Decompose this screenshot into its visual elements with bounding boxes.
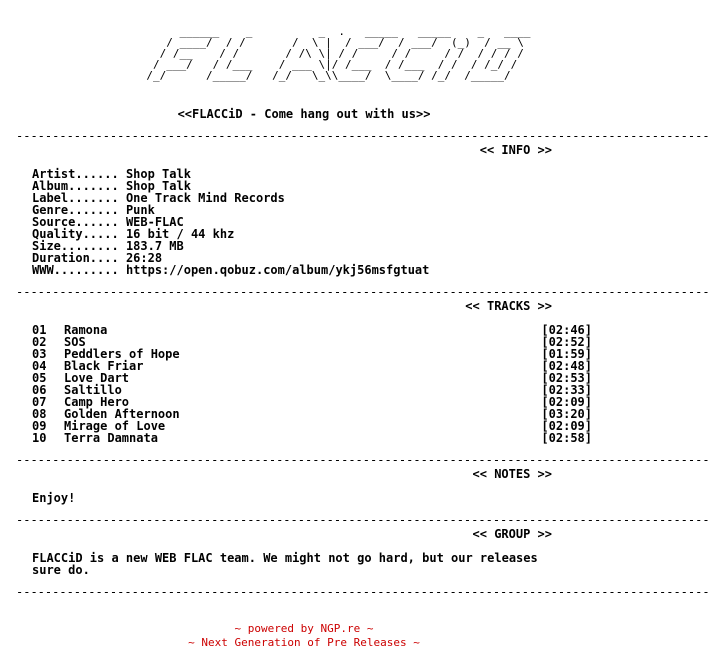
track-title: Love Dart [64, 371, 130, 385]
info-label: WWW......... [32, 263, 119, 277]
track-duration: [03:20] [541, 407, 592, 421]
track-number: 09 [32, 419, 47, 433]
track-row [32, 324, 592, 336]
flaccid-ascii-logo: ______ _ _ . _____ _____ _ ____ / ____/ / / / \ | / ___/ / ___/ (_) / __ \ / /__ / / / /\ \| / / / / / / / / / / / ___/ / /___ / ___ \|/ /___ / /___ / / / /_/ / /_/ /_____/ /_/ \_\\____/ \____/ /_/ /_____/ [146, 25, 531, 82]
info-value: Punk [125, 203, 155, 217]
info-label: Quality..... [32, 227, 119, 241]
track-title: Peddlers of Hope [64, 347, 180, 361]
track-number: 02 [32, 335, 47, 349]
track-number: 01 [32, 323, 47, 337]
footer-tagline: ~ Next Generation of Pre Releases ~ [188, 636, 420, 649]
track-duration: [02:52] [541, 335, 592, 349]
tagline: <<FLACCiD - Come hang out with us>> [177, 107, 431, 121]
info-value: WEB-FLAC [125, 215, 184, 229]
info-value: Shop Talk [125, 167, 191, 181]
info-header: << INFO >> [479, 143, 552, 157]
info-value: 26:28 [125, 251, 163, 265]
group-text-line1: FLACCiD is a new WEB FLAC team. We might not go hard, but our releases [32, 551, 538, 565]
info-value: One Track Mind Records [125, 191, 285, 205]
info-label: Genre....... [32, 203, 119, 217]
track-number: 05 [32, 371, 47, 385]
divider: ------------------------------------------------------------------------------------------------ [16, 129, 710, 143]
info-row-www [32, 264, 429, 276]
track-title: Saltillo [64, 383, 122, 397]
info-label: Artist...... [32, 167, 119, 181]
track-duration: [02:09] [541, 395, 592, 409]
divider: ------------------------------------------------------------------------------------------------ [16, 585, 710, 599]
album-url: https://open.qobuz.com/album/ykj56msfgtuat [125, 263, 430, 277]
track-row [32, 432, 592, 444]
info-label: Duration.... [32, 251, 119, 265]
info-label: Source...... [32, 215, 119, 229]
track-duration: [02:09] [541, 419, 592, 433]
track-title: SOS [64, 335, 86, 349]
track-duration: [01:59] [541, 347, 592, 361]
track-duration: [02:33] [541, 383, 592, 397]
track-number: 06 [32, 383, 47, 397]
track-title: Camp Hero [64, 395, 130, 409]
info-label: Label....... [32, 191, 119, 205]
track-number: 07 [32, 395, 47, 409]
track-duration: [02:46] [541, 323, 592, 337]
info-value: 16 bit / 44 khz [125, 227, 235, 241]
info-value: 183.7 MB [125, 239, 184, 253]
info-label: Album....... [32, 179, 119, 193]
tracks-header: << TRACKS >> [465, 299, 552, 313]
track-title: Terra Damnata [64, 431, 158, 445]
track-duration: [02:53] [541, 371, 592, 385]
track-number: 03 [32, 347, 47, 361]
divider: ------------------------------------------------------------------------------------------------ [16, 513, 710, 527]
divider: ------------------------------------------------------------------------------------------------ [16, 453, 710, 467]
group-header: << GROUP >> [472, 527, 552, 541]
info-label: Size........ [32, 239, 119, 253]
track-title: Black Friar [64, 359, 144, 373]
track-number: 04 [32, 359, 47, 373]
track-title: Ramona [64, 323, 108, 337]
notes-header: << NOTES >> [472, 467, 552, 481]
footer-powered-by: ~ powered by NGP.re ~ [234, 622, 374, 635]
notes-text: Enjoy! [32, 491, 76, 505]
info-value: Shop Talk [125, 179, 191, 193]
group-text-line2: sure do. [32, 563, 90, 577]
track-number: 08 [32, 407, 47, 421]
track-duration: [02:48] [541, 359, 592, 373]
track-number: 10 [32, 431, 47, 445]
track-duration: [02:58] [541, 431, 592, 445]
track-title: Mirage of Love [64, 419, 166, 433]
divider: ------------------------------------------------------------------------------------------------ [16, 285, 710, 299]
track-title: Golden Afternoon [64, 407, 180, 421]
